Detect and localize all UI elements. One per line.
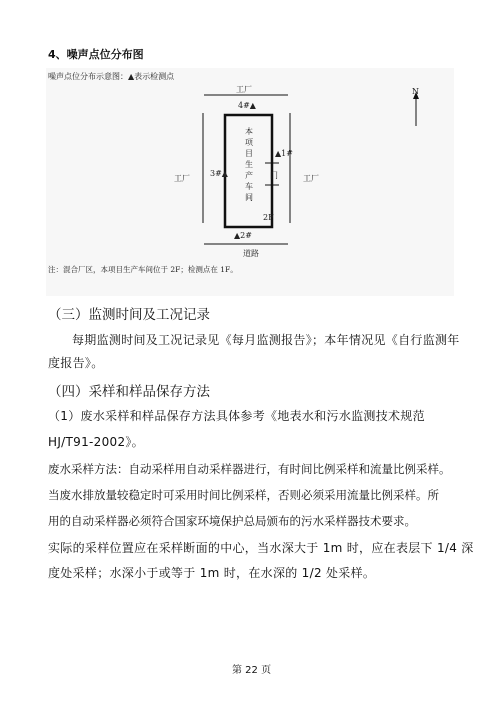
- building-char: 目: [245, 149, 253, 158]
- point-4-marker: 4#▲: [238, 101, 256, 110]
- floor-label: 2F: [263, 213, 274, 222]
- sampling-position-line: 实际的采样位置应在采样断面的中心，当水深大于 1m 时，应在表层下 1/4 深: [48, 541, 474, 555]
- section-3-heading: （三）监测时间及工况记录: [48, 307, 210, 323]
- section-3-paragraph-line: 度报告》。: [48, 356, 104, 370]
- building-char: 项: [245, 138, 253, 147]
- sampling-method-line: 用的自动采样器必须符合国家环境保护总局颁布的污水采样器技术要求。: [48, 514, 416, 528]
- door-label: 门: [270, 171, 278, 180]
- building-char: 产: [245, 171, 253, 180]
- section-title: 4、噪声点位分布图: [48, 48, 144, 61]
- item-1-line: （1）废水采样和样品保存方法具体参考《地表水和污水监测技术规范: [48, 409, 425, 423]
- section-4-heading: （四）采样和样品保存方法: [48, 384, 210, 400]
- figure-note: 注：混合厂区，本项目生产车间位于 2F；检测点在 1F。: [48, 265, 238, 274]
- point-2-marker: ▲2#: [234, 231, 252, 240]
- north-label: N: [412, 87, 419, 96]
- sampling-position-line: 度处采样；水深小于或等于 1m 时，在水深的 1/2 处采样。: [48, 566, 376, 580]
- figure-legend: 噪声点位分布示意图：▲表示检测点: [48, 72, 175, 81]
- building-char: 生: [245, 160, 253, 169]
- sampling-method-line: 废水采样方法：自动采样用自动采样器进行，有时间比例采样和流量比例采样。: [48, 462, 451, 476]
- building-char: 本: [245, 127, 253, 136]
- factory-right-label: 工厂: [303, 174, 319, 183]
- building-label: [244, 126, 254, 203]
- road-label: 道路: [243, 249, 259, 258]
- sampling-method-line: 当废水排放量较稳定时可采用时间比例采样，否则必须采用流量比例采样。所: [48, 488, 439, 502]
- factory-top-label: 工厂: [236, 85, 252, 94]
- point-1-marker: ▲1#: [275, 149, 293, 158]
- page-number: 第 22 页: [232, 665, 272, 676]
- noise-point-figure: [46, 68, 454, 296]
- item-1-line: HJ/T91-2002》。: [48, 435, 144, 449]
- point-3-marker: 3#▲: [210, 169, 228, 178]
- section-3-paragraph-line: 每期监测时间及工况记录见《每月监测报告》；本年情况见《自行监测年: [72, 333, 460, 347]
- building-char: 间: [245, 193, 253, 202]
- factory-left-label: 工厂: [174, 174, 190, 183]
- building-char: 车: [245, 182, 253, 191]
